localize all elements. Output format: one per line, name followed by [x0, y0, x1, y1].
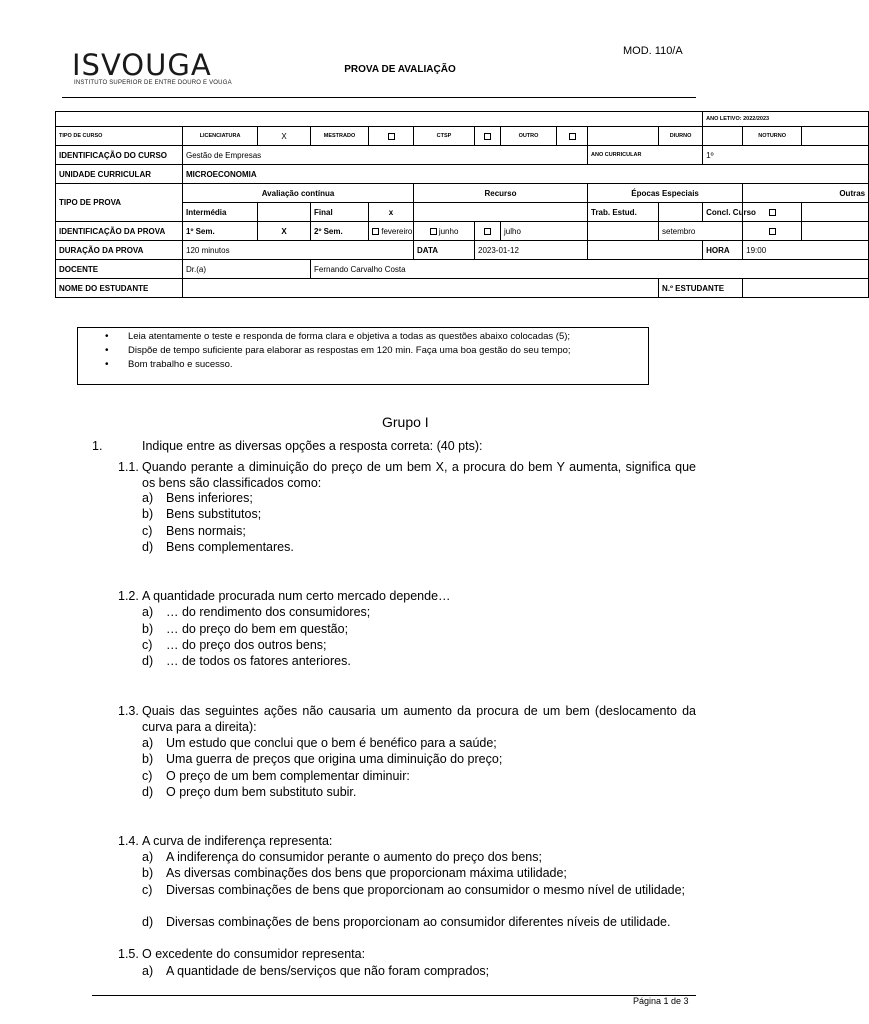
- tipo-prova-label: TIPO DE PROVA: [56, 184, 183, 222]
- option-text[interactable]: As diversas combinações dos bens que proporcionam máxima utilidade;: [166, 866, 567, 880]
- option-text[interactable]: A indiferença do consumidor perante o aumento do preço dos bens;: [166, 850, 542, 864]
- question-text: O excedente do consumidor representa:: [142, 947, 366, 961]
- option-letter: a): [142, 850, 154, 864]
- option-text[interactable]: Diversas combinações de bens proporcionam ao consumidor diferentes níveis de utilidade.: [166, 915, 671, 929]
- unidade-row: [56, 165, 869, 184]
- concl-curso-label: Concl. Curso: [703, 203, 743, 222]
- unidade-curricular-value: MICROECONOMIA: [183, 165, 869, 184]
- question-text: A quantidade procurada num certo mercado depende…: [142, 589, 451, 603]
- noturno-checkbox[interactable]: [802, 127, 869, 146]
- recurso-field[interactable]: [414, 203, 588, 222]
- identificacao-curso-label: IDENTIFICAÇÃO DO CURSO: [56, 146, 183, 165]
- final-label: Final: [311, 203, 369, 222]
- identificacao-prova-row: [56, 222, 869, 241]
- option-text[interactable]: Bens inferiores;: [166, 491, 253, 505]
- fevereiro-label: fevereiro: [381, 226, 413, 236]
- sem2-checkbox[interactable]: [369, 222, 414, 241]
- option-text[interactable]: Bens normais;: [166, 524, 246, 538]
- option-text[interactable]: … do preço dos outros bens;: [166, 638, 327, 652]
- option-letter: c): [142, 524, 153, 538]
- estudante-row: [56, 279, 869, 298]
- numero-estudante-field[interactable]: [743, 279, 869, 298]
- option-letter: d): [142, 785, 154, 799]
- unidade-curricular-label: UNIDADE CURRICULAR: [56, 165, 183, 184]
- docente-row: [56, 260, 869, 279]
- option-text[interactable]: Uma guerra de preços que origina uma diminuição do preço;: [166, 752, 503, 766]
- header-divider: [62, 97, 696, 98]
- question-number: 1.3.: [118, 704, 139, 718]
- document-title: PROVA DE AVALIAÇÃO: [344, 64, 456, 75]
- noturno-label: NOTURNO: [743, 127, 802, 146]
- recurso-label: Recurso: [414, 184, 588, 203]
- hora-label: HORA: [703, 241, 743, 260]
- option-letter: b): [142, 622, 154, 636]
- option-text[interactable]: Bens substitutos;: [166, 507, 262, 521]
- epocas-especiais-label: Épocas Especiais: [588, 184, 743, 203]
- option-text[interactable]: Um estudo que conclui que o bem é benéfico para a saúde;: [166, 736, 497, 750]
- trab-estud-checkbox[interactable]: [659, 203, 703, 222]
- duracao-value: 120 minutos: [183, 241, 414, 260]
- identificacao-extra: [802, 222, 869, 241]
- question-number: 1.1.: [118, 460, 139, 474]
- data-spacer: [588, 241, 703, 260]
- diurno-label: DIURNO: [659, 127, 703, 146]
- option-letter: a): [142, 605, 154, 619]
- option-letter: a): [142, 491, 154, 505]
- ano-curricular-label: ANO CURRICULAR: [588, 146, 703, 165]
- instruction-item: • Bom trabalho e sucesso.: [78, 358, 648, 372]
- option-text[interactable]: O preço de um bem complementar diminuir:: [166, 769, 410, 783]
- page-number: Página 1 de 3: [633, 996, 689, 1006]
- licenciatura-label: LICENCIATURA: [183, 127, 258, 146]
- setembro-label: setembro: [659, 222, 743, 241]
- tipo-curso-row: [56, 127, 869, 146]
- curso-value: Gestão de Empresas: [183, 146, 588, 165]
- option-letter: d): [142, 915, 154, 929]
- mestrado-label: MESTRADO: [311, 127, 369, 146]
- outro-field[interactable]: [588, 127, 659, 146]
- curso-row: [56, 146, 869, 165]
- institution-subtitle: INSTITUTO SUPERIOR DE ENTRE DOURO E VOUGA: [74, 80, 232, 86]
- exam-info-table: [55, 111, 869, 298]
- identificacao-prova-label: IDENTIFICAÇÃO DA PROVA: [56, 222, 183, 241]
- question-1-number: 1.: [92, 439, 103, 453]
- ano-letivo: ANO LETIVO: 2022/2023: [703, 112, 869, 127]
- docente-label: DOCENTE: [56, 260, 183, 279]
- question-number: 1.2.: [118, 589, 139, 603]
- option-text[interactable]: … de todos os fatores anteriores.: [166, 654, 351, 668]
- trab-estud-label: Trab. Estud.: [588, 203, 659, 222]
- tipo-prova-row-1: [56, 184, 869, 203]
- sem1-checkbox[interactable]: X: [258, 222, 311, 241]
- option-letter: c): [142, 769, 153, 783]
- option-text[interactable]: Bens complementares.: [166, 540, 294, 554]
- outras-label: Outras: [743, 184, 869, 203]
- question-number: 1.5.: [118, 947, 139, 961]
- duracao-row: [56, 241, 869, 260]
- diurno-checkbox[interactable]: [703, 127, 743, 146]
- outro-checkbox[interactable]: [557, 127, 588, 146]
- ctsp-label: CTSP: [414, 127, 475, 146]
- outro-label: OUTRO: [501, 127, 557, 146]
- fevereiro-checkbox[interactable]: [414, 222, 475, 241]
- instruction-item: • Dispõe de tempo suficiente para elaborar as respostas em 120 min. Faça uma boa gestão do seu tempo;: [78, 344, 648, 358]
- duracao-label: DURAÇÃO DA PROVA: [56, 241, 183, 260]
- instruction-item: • Leia atentamente o teste e responda de forma clara e objetiva a todas as questões abaixo colocadas (5);: [78, 330, 648, 344]
- option-letter: d): [142, 540, 154, 554]
- nome-estudante-label: NOME DO ESTUDANTE: [56, 279, 183, 298]
- institution-logo: ISVOUGA: [72, 48, 212, 82]
- form-code: MOD. 110/A: [623, 45, 683, 57]
- question-text: A curva de indiferença representa:: [142, 834, 333, 848]
- sem1-label: 1º Sem.: [183, 222, 258, 241]
- question-text: Quando perante a diminuição do preço de um bem X, a procura do bem Y aumenta, significa que os bens são classificados como:: [142, 460, 696, 491]
- option-letter: c): [142, 883, 153, 897]
- avaliacao-continua-label: Avaliação contínua: [183, 184, 414, 203]
- docente-name: Fernando Carvalho Costa: [311, 260, 869, 279]
- julho-checkbox[interactable]: [588, 222, 659, 241]
- instructions-box: [77, 327, 649, 385]
- ano-curricular-value: 1º: [703, 146, 869, 165]
- hora-value: 19:00: [743, 241, 869, 260]
- data-value: 2023-01-12: [475, 241, 588, 260]
- question-text: Quais das seguintes ações não causaria um aumento da procura de um bem (deslocamento da curva para a direita):: [142, 704, 696, 735]
- option-letter: b): [142, 752, 154, 766]
- sem2-label: 2º Sem.: [311, 222, 369, 241]
- footer-divider: [92, 995, 696, 996]
- option-text[interactable]: O preço dum bem substituto subir.: [166, 785, 357, 799]
- option-letter: a): [142, 964, 154, 978]
- option-text[interactable]: … do preço do bem em questão;: [166, 622, 349, 636]
- junho-label: junho: [438, 226, 459, 236]
- group-title: Grupo I: [382, 414, 429, 430]
- option-letter: b): [142, 866, 154, 880]
- option-letter: c): [142, 638, 153, 652]
- intermedia-checkbox[interactable]: [258, 203, 311, 222]
- mestrado-checkbox[interactable]: [369, 127, 414, 146]
- ano-letivo-row: [56, 112, 869, 127]
- junho-checkbox[interactable]: [475, 222, 501, 241]
- tipo-curso-label: TIPO DE CURSO: [56, 127, 183, 146]
- outras-field[interactable]: [802, 203, 869, 222]
- data-label: DATA: [414, 241, 475, 260]
- option-text[interactable]: Diversas combinações de bens que proporcionam ao consumidor o mesmo nível de utilidade;: [166, 883, 686, 897]
- option-letter: d): [142, 654, 154, 668]
- option-letter: b): [142, 507, 154, 521]
- numero-estudante-label: N.º ESTUDANTE: [659, 279, 743, 298]
- licenciatura-checkbox[interactable]: X: [258, 127, 311, 146]
- question-1-text: Indique entre as diversas opções a resposta correta: (40 pts):: [142, 439, 483, 453]
- ctsp-checkbox[interactable]: [475, 127, 501, 146]
- setembro-checkbox[interactable]: [743, 222, 802, 241]
- docente-title: Dr.(a): [183, 260, 311, 279]
- option-text[interactable]: A quantidade de bens/serviços que não foram comprados;: [166, 964, 490, 978]
- nome-estudante-field[interactable]: [183, 279, 659, 298]
- option-letter: a): [142, 736, 154, 750]
- question-number: 1.4.: [118, 834, 139, 848]
- option-text[interactable]: … do rendimento dos consumidores;: [166, 605, 371, 619]
- final-checkbox[interactable]: x: [369, 203, 414, 222]
- julho-label: julho: [501, 222, 588, 241]
- intermedia-label: Intermédia: [183, 203, 258, 222]
